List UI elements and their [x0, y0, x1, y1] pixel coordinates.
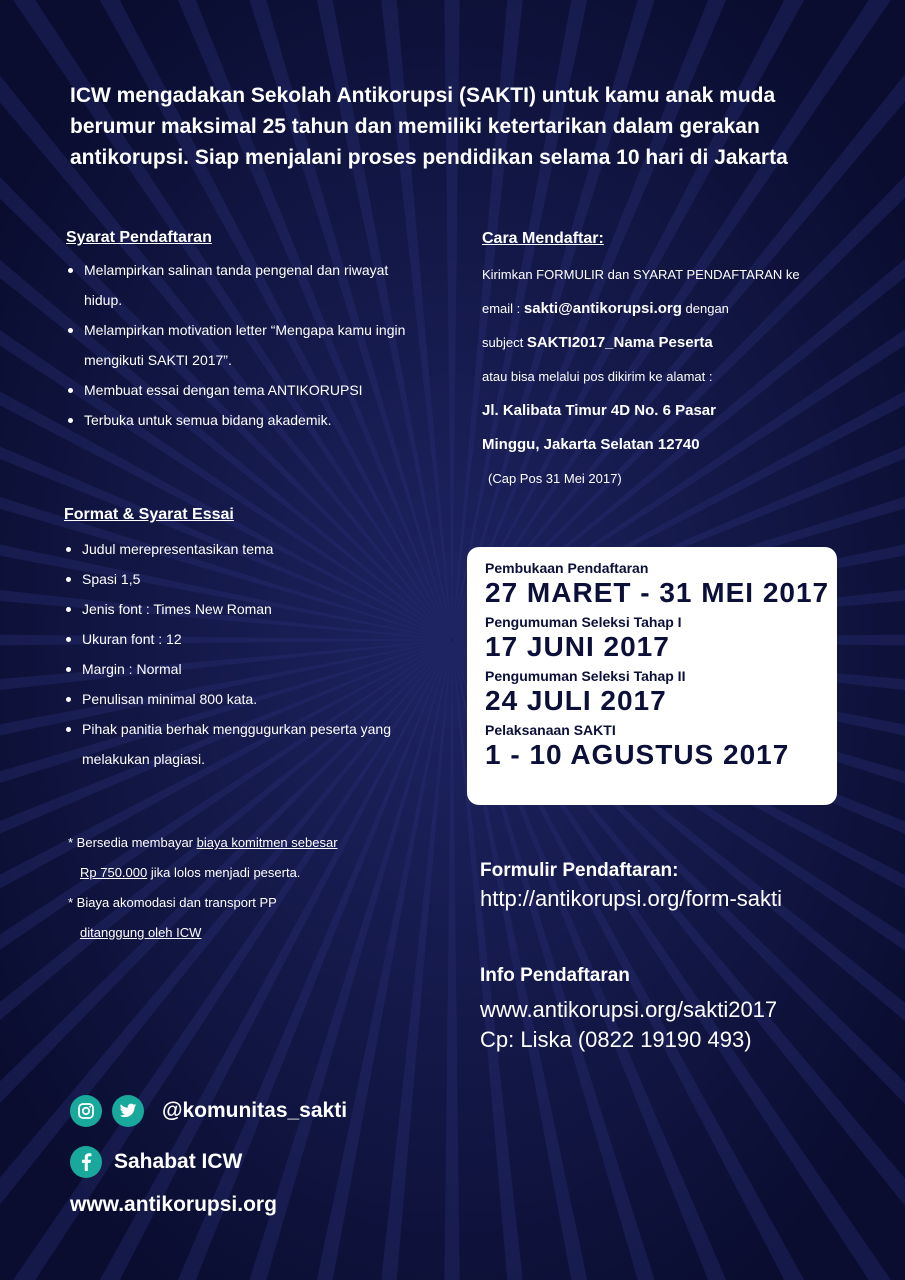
info-title: Info Pendaftaran: [480, 965, 630, 986]
schedule-entry: [485, 667, 837, 717]
intro-paragraph: [70, 80, 850, 173]
note-2-line-2: ditanggung oleh ICW: [80, 925, 202, 940]
essay-item: Ukuran font : 12: [64, 624, 434, 654]
essay-item: Judul merepresentasikan tema: [64, 534, 434, 564]
schedule-label: Pengumuman Seleksi Tahap I: [485, 614, 682, 630]
address-line-1: Jl. Kalibata Timur 4D No. 6 Pasar: [482, 402, 716, 419]
social-handle-row: [70, 1095, 347, 1127]
register-subject-line: [482, 326, 862, 360]
register-line-1: Kirimkan FORMULIR dan SYARAT PENDAFTARAN ke: [482, 267, 800, 282]
schedule-date: 1 - 10 AGUSTUS 2017: [485, 739, 790, 770]
essay-format-section: [64, 506, 434, 774]
subject-value: SAKTI2017_Nama Peserta: [526, 334, 713, 351]
address-line-2: Minggu, Jakarta Selatan 12740: [482, 436, 700, 453]
info-url-link[interactable]: www.antikorupsi.org/sakti2017: [480, 997, 778, 1022]
schedule-entry: [485, 613, 837, 663]
how-to-register-section: [482, 230, 862, 496]
intro-line-2: berumur maksimal 25 tahun dan memiliki ketertarikan dalam gerakan: [70, 115, 760, 138]
note-1-suffix: jika lolos menjadi peserta.: [147, 865, 301, 880]
social-handle[interactable]: @komunitas_sakti: [162, 1099, 348, 1122]
note-1-line-1: [68, 828, 398, 858]
note-1-line-2: [68, 858, 398, 888]
notes-section: [68, 828, 398, 948]
schedule-entry: [485, 721, 837, 771]
intro-line-3: antikorupsi. Siap menjalani proses pendidikan selama 10 hari di Jakarta: [70, 146, 788, 169]
schedule-label: Pelaksanaan SAKTI: [485, 722, 616, 738]
email-suffix: dengan: [681, 301, 729, 316]
facebook-page-name[interactable]: Sahabat ICW: [114, 1150, 243, 1173]
email-prefix: email :: [482, 301, 524, 316]
facebook-row: [70, 1146, 242, 1178]
schedule-date: 24 JULI 2017: [485, 685, 667, 716]
note-2-line-1: * Biaya akomodasi dan transport PP: [68, 895, 277, 910]
requirement-item: Melampirkan salinan tanda pengenal dan riwayat hidup.: [66, 255, 404, 315]
how-to-register-body: [482, 258, 862, 496]
fee-amount: Rp 750.000: [80, 865, 148, 880]
form-section: [480, 858, 860, 914]
requirements-list: [66, 255, 436, 435]
schedule-entry: [485, 559, 837, 609]
schedule-date: 17 JUNI 2017: [485, 631, 670, 662]
twitter-icon[interactable]: [112, 1095, 144, 1127]
note-1-prefix: * Bersedia membayar: [68, 835, 197, 850]
essay-format-list: [64, 534, 434, 774]
requirement-item: Membuat essai dengan tema ANTIKORUPSI: [66, 375, 436, 405]
requirement-item: Melampirkan motivation letter “Mengapa kamu ingin mengikuti SAKTI 2017”.: [66, 315, 424, 375]
postmark-note: (Cap Pos 31 Mei 2017): [488, 471, 622, 486]
register-email-line: [482, 292, 862, 326]
requirements-title: Syarat Pendaftaran: [66, 229, 212, 246]
instagram-icon[interactable]: [70, 1095, 102, 1127]
form-url-link[interactable]: http://antikorupsi.org/form-sakti: [480, 886, 783, 911]
info-contact: Cp: Liska (0822 19190 493): [480, 1027, 752, 1052]
schedule-label: Pembukaan Pendaftaran: [485, 560, 649, 576]
essay-item: Jenis font : Times New Roman: [64, 594, 434, 624]
email-address[interactable]: sakti@antikorupsi.org: [523, 300, 682, 317]
essay-format-title: Format & Syarat Essai: [64, 506, 234, 523]
essay-item: Penulisan minimal 800 kata.: [64, 684, 434, 714]
facebook-icon[interactable]: [70, 1146, 102, 1178]
info-section: [480, 963, 860, 1055]
register-line-4: atau bisa melalui pos dikirim ke alamat :: [482, 369, 713, 384]
form-title: Formulir Pendaftaran:: [480, 860, 679, 881]
essay-item: Pihak panitia berhak menggugurkan peserta yang melakukan plagiasi.: [64, 714, 412, 774]
requirement-item: Terbuka untuk semua bidang akademik.: [66, 405, 436, 435]
schedule-date: 27 MARET - 31 MEI 2017: [485, 577, 830, 608]
essay-item: Margin : Normal: [64, 654, 434, 684]
schedule-box: [467, 547, 837, 805]
requirements-section: [66, 229, 436, 435]
note-1-underlined: biaya komitmen sebesar: [196, 835, 338, 850]
intro-line-1: ICW mengadakan Sekolah Antikorupsi (SAKTI) untuk kamu anak muda: [70, 84, 776, 107]
website-link[interactable]: www.antikorupsi.org: [70, 1193, 277, 1216]
subject-prefix: subject: [482, 335, 527, 350]
essay-item: Spasi 1,5: [64, 564, 434, 594]
schedule-label: Pengumuman Seleksi Tahap II: [485, 668, 686, 684]
how-to-register-title: Cara Mendaftar:: [482, 230, 604, 247]
